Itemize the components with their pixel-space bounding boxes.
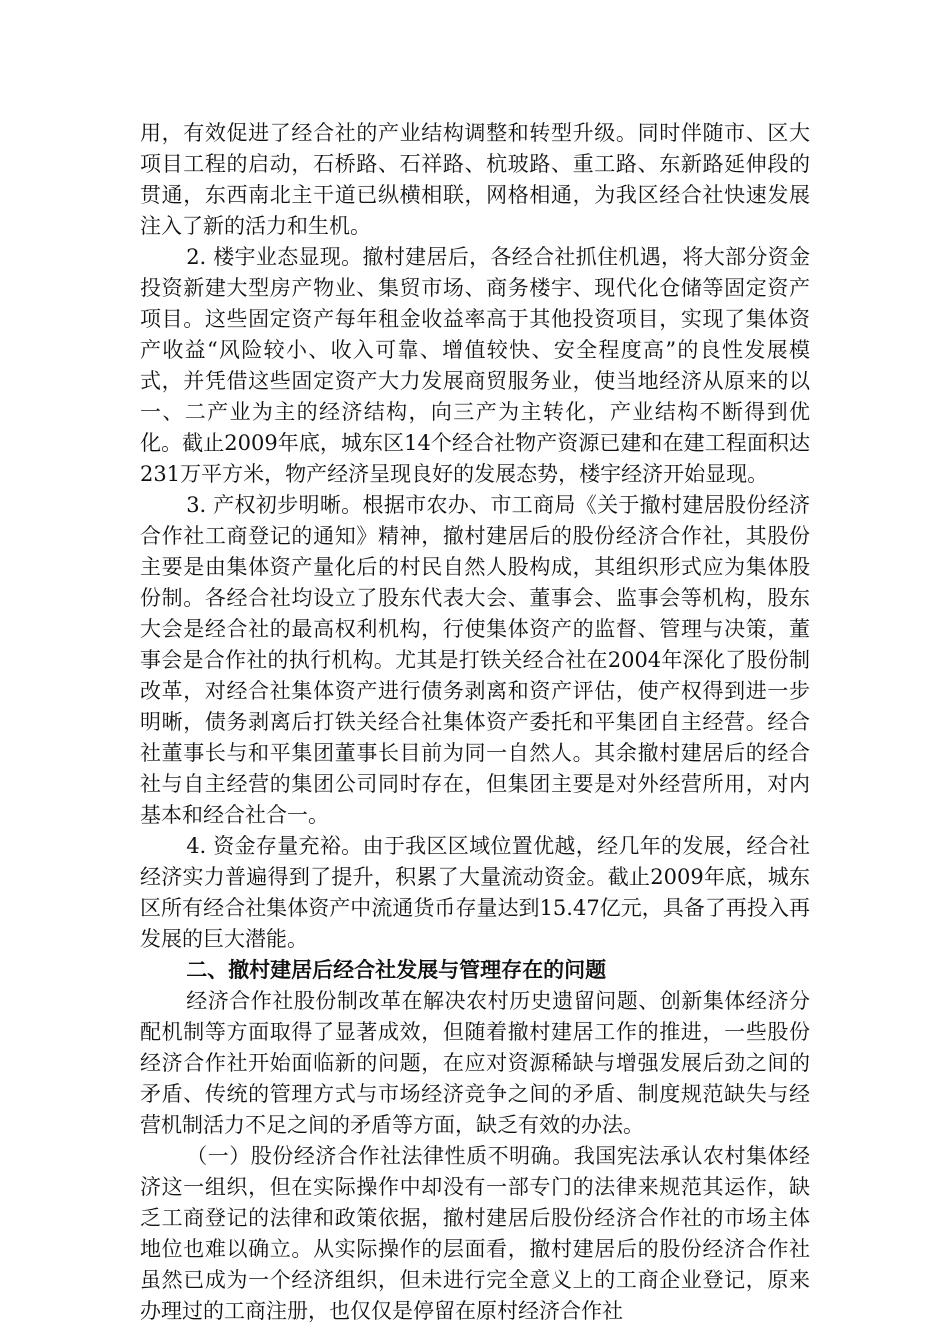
- section-heading: 二、撤村建居后经合社发展与管理存在的问题: [186, 958, 607, 982]
- body-paragraph-continued: 用，有效促进了经合社的产业结构调整和转型升级。同时伴随市、区大项目工程的启动，石桥路、石祥路、杭玻路、重工路、东新路延伸段的贯通，东西南北主干道已纵横相联，网格相通，为我区经合社快速发展注入了新的活力和生机。: [140, 121, 810, 238]
- body-paragraph-problems-intro: 经济合作社股份制改革在解决农村历史遗留问题、创新集体经济分配机制等方面取得了显著成效，但随着撤村建居工作的推进，一些股份经济合作社开始面临新的问题，在应对资源稀缺与增强发展后劲之间的矛盾、传统的管理方式与市场经济竞争之间的矛盾、制度规范缺失与经营机制活力不足之间的矛盾等方面，缺乏有效的办法。: [140, 989, 810, 1137]
- document-page: [140, 118, 810, 1327]
- body-paragraph-legal-status: （一）股份经济合作社法律性质不明确。我国宪法承认农村集体经济这一组织，但在实际操作中却没有一部专门的法律来规范其运作，缺乏工商登记的法律和政策依据，撤村建居后股份经济合作社的市场主体地位也难以确立。从实际操作的层面看，撤村建居后的股份经济合作社虽然已成为一个经济组织，但未进行完全意义上的工商企业登记，原来办理过的工商注册，也仅仅是停留在原村经济合作社: [140, 1144, 810, 1323]
- body-paragraph-building-economy: 2. 楼宇业态显现。撤村建居后，各经合社抓住机遇，将大部分资金投资新建大型房产物业、集贸市场、商务楼宇、现代化仓储等固定资产项目。这些固定资产每年租金收益率高于其他投资项目，实现了集体资产收益“风险较小、收入可靠、增值较快、安全程度高”的良性发展模式，并凭借这些固定资产大力发展商贸服务业，使当地经济从原来的以一、二产业为主的经济结构，向三产为主转化，产业结构不断得到优化。截止2009年底，城东区14个经合社物产资源已建和在建工程面积达231万平方米，物产经济呈现良好的发展态势，楼宇经济开始显现。: [140, 245, 810, 486]
- body-paragraph-capital-stock: 4. 资金存量充裕。由于我区区域位置优越，经几年的发展，经合社经济实力普遍得到了提升，积累了大量流动资金。截止2009年底，城东区所有经合社集体资产中流通货币存量达到15.47亿元，具备了再投入再发展的巨大潜能。: [140, 834, 810, 951]
- body-paragraph-property-rights: 3. 产权初步明晰。根据市农办、市工商局《关于撤村建居股份经济合作社工商登记的通知》精神，撤村建居后的股份经济合作社，其股份主要是由集体资产量化后的村民自然人股构成，其组织形式应为集体股份制。各经合社均设立了股东代表大会、董事会、监事会等机构，股东大会是经合社的最高权利机构，行使集体资产的监督、管理与决策，董事会是合作社的执行机构。尤其是打铁关经合社在2004年深化了股份制改革，对经合社集体资产进行债务剥离和资产评估，使产权得到进一步明晰，债务剥离后打铁关经合社集体资产委托和平集团自主经营。经合社董事长与和平集团董事长目前为同一自然人。其余撤村建居后的经合社与自主经营的集团公司同时存在，但集团主要是对外经营所用，对内基本和经合社合一。: [140, 493, 810, 827]
